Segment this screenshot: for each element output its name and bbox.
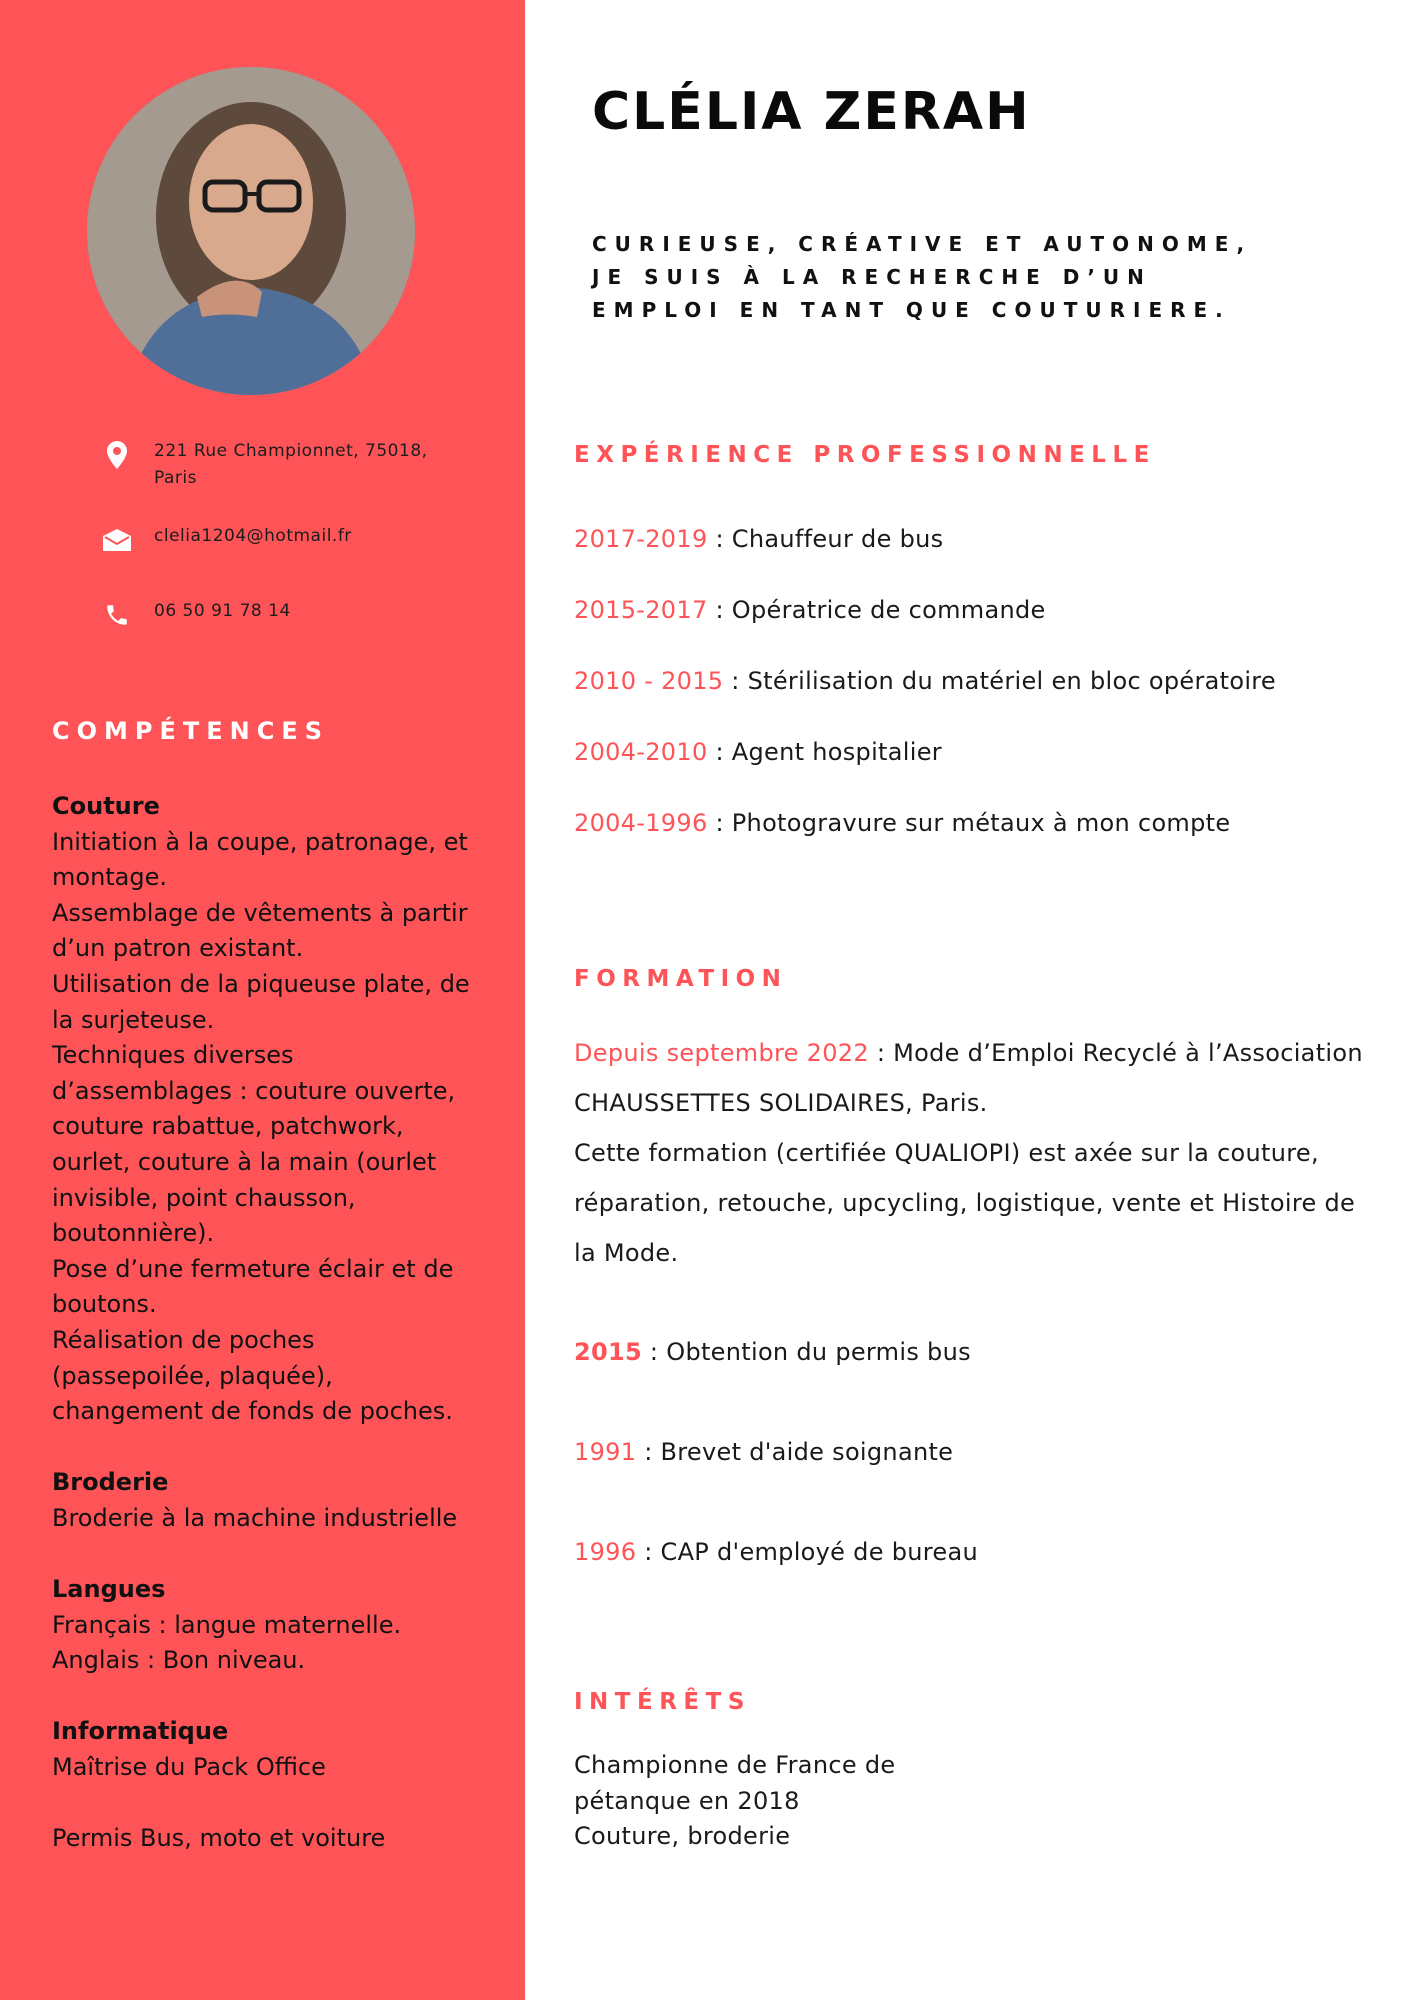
skill-line: Assemblage de vêtements à partir bbox=[52, 898, 468, 927]
tagline: CURIEUSE, CRÉATIVE ET AUTONOME, JE SUIS À LA RECHERCHE D’UN EMPLOI EN TANT QUE COUTURIERE. bbox=[592, 232, 1253, 322]
experience-item bbox=[574, 667, 1276, 695]
skill-group-title-informatique: Informatique bbox=[52, 1717, 229, 1746]
formation-year: 1991 bbox=[574, 1438, 637, 1466]
experience-item bbox=[574, 596, 1046, 624]
formation-item bbox=[574, 1438, 953, 1466]
formation-sep: : bbox=[642, 1338, 667, 1366]
skill-line: Anglais : Bon niveau. bbox=[52, 1646, 306, 1675]
skill-line: Pose d’une fermeture éclair et de bbox=[52, 1254, 454, 1283]
candidate-name: CLÉLIA ZERAH bbox=[592, 82, 1031, 142]
experience-title: Chauffeur de bus bbox=[731, 525, 944, 553]
formation-year: 1996 bbox=[574, 1538, 637, 1566]
skills-heading: COMPÉTENCES bbox=[52, 717, 330, 745]
skill-line: Français : langue maternelle. bbox=[52, 1610, 402, 1639]
skill-line: changement de fonds de poches. bbox=[52, 1397, 453, 1426]
experience-title: Opératrice de commande bbox=[731, 596, 1046, 624]
skill-group-title-langues: Langues bbox=[52, 1575, 166, 1604]
experience-years: 2004-2010 bbox=[574, 738, 708, 766]
formation-title: Brevet d'aide soignante bbox=[660, 1438, 954, 1466]
formation-title: Obtention du permis bus bbox=[666, 1338, 971, 1366]
experience-item bbox=[574, 738, 942, 766]
phone-row bbox=[100, 598, 291, 632]
skill-line: Utilisation de la piqueuse plate, de bbox=[52, 969, 470, 998]
address-row bbox=[100, 438, 428, 492]
skill-line: ourlet, couture à la main (ourlet bbox=[52, 1147, 437, 1176]
interest-line: Championne de France de bbox=[574, 1751, 896, 1779]
experience-title: Photogravure sur métaux à mon compte bbox=[731, 809, 1231, 837]
skill-line: la surjeteuse. bbox=[52, 1005, 215, 1034]
skill-group-title-broderie: Broderie bbox=[52, 1468, 169, 1497]
skill-line: Réalisation de poches bbox=[52, 1325, 315, 1354]
experience-sep: : bbox=[707, 809, 732, 837]
formation-title: CAP d'employé de bureau bbox=[660, 1538, 978, 1566]
experience-item bbox=[574, 525, 943, 553]
profile-photo bbox=[87, 67, 415, 395]
formation-heading: FORMATION bbox=[574, 966, 788, 992]
formation-text: : Mode d’Emploi Recyclé à l’Association CHAUSSETTES SOLIDAIRES, Paris. bbox=[574, 1039, 1363, 1117]
experience-title: Stérilisation du matériel en bloc opératoire bbox=[747, 667, 1276, 695]
skill-line: Broderie à la machine industrielle bbox=[52, 1503, 458, 1532]
address-text bbox=[154, 438, 428, 492]
skill-line: Initiation à la coupe, patronage, et bbox=[52, 827, 468, 856]
envelope-icon bbox=[100, 523, 134, 557]
formation-description: Cette formation (certifiée QUALIOPI) est axée sur la couture, réparation, retouche, upcycling, logistique, vente et Histoire de la Mode. bbox=[574, 1139, 1356, 1267]
experience-title: Agent hospitalier bbox=[731, 738, 942, 766]
experience-sep: : bbox=[707, 525, 732, 553]
skill-line: invisible, point chausson, bbox=[52, 1183, 356, 1212]
email-row bbox=[100, 523, 352, 557]
interests-heading: INTÉRÊTS bbox=[574, 1689, 751, 1715]
phone-icon bbox=[100, 598, 134, 632]
address-line2: Paris bbox=[154, 468, 197, 488]
skill-line: (passepoilée, plaquée), bbox=[52, 1361, 333, 1390]
experience-years: 2015-2017 bbox=[574, 596, 708, 624]
experience-sep: : bbox=[707, 738, 732, 766]
formation-year: 2015 bbox=[574, 1338, 642, 1366]
experience-sep: : bbox=[707, 596, 732, 624]
formation-sep: : bbox=[636, 1538, 661, 1566]
formation-item bbox=[574, 1338, 971, 1366]
experience-years: 2004-1996 bbox=[574, 809, 708, 837]
experience-sep: : bbox=[723, 667, 748, 695]
skill-line: couture rabattue, patchwork, bbox=[52, 1112, 404, 1141]
skill-line: boutons. bbox=[52, 1290, 157, 1319]
skill-line: d’assemblages : couture ouverte, bbox=[52, 1076, 456, 1105]
skill-line: montage. bbox=[52, 863, 168, 892]
formation-date: Depuis septembre 2022 bbox=[574, 1039, 869, 1067]
interest-line: pétanque en 2018 bbox=[574, 1786, 800, 1815]
interest-line: Couture, broderie bbox=[574, 1822, 791, 1851]
experience-item bbox=[574, 809, 1230, 837]
skill-line-permis: Permis Bus, moto et voiture bbox=[52, 1824, 386, 1853]
skill-group-title-couture: Couture bbox=[52, 792, 160, 820]
location-pin-icon bbox=[100, 438, 134, 472]
experience-years: 2010 - 2015 bbox=[574, 667, 724, 695]
interests-list bbox=[574, 1748, 895, 1855]
phone-text[interactable]: 06 50 91 78 14 bbox=[154, 601, 291, 621]
address-line1: 221 Rue Championnet, 75018, bbox=[154, 441, 428, 461]
skills-section bbox=[52, 789, 492, 1857]
formation-main bbox=[574, 1028, 1364, 1278]
formation-item bbox=[574, 1538, 978, 1566]
skill-line: d’un patron existant. bbox=[52, 934, 304, 963]
experience-heading: EXPÉRIENCE PROFESSIONNELLE bbox=[574, 442, 1156, 468]
email-link[interactable]: clelia1204@hotmail.fr bbox=[154, 526, 352, 546]
skill-line: Techniques diverses bbox=[52, 1041, 294, 1070]
skill-line: boutonnière). bbox=[52, 1219, 215, 1248]
formation-sep: : bbox=[636, 1438, 661, 1466]
experience-years: 2017-2019 bbox=[574, 525, 708, 553]
skill-line: Maîtrise du Pack Office bbox=[52, 1753, 326, 1782]
